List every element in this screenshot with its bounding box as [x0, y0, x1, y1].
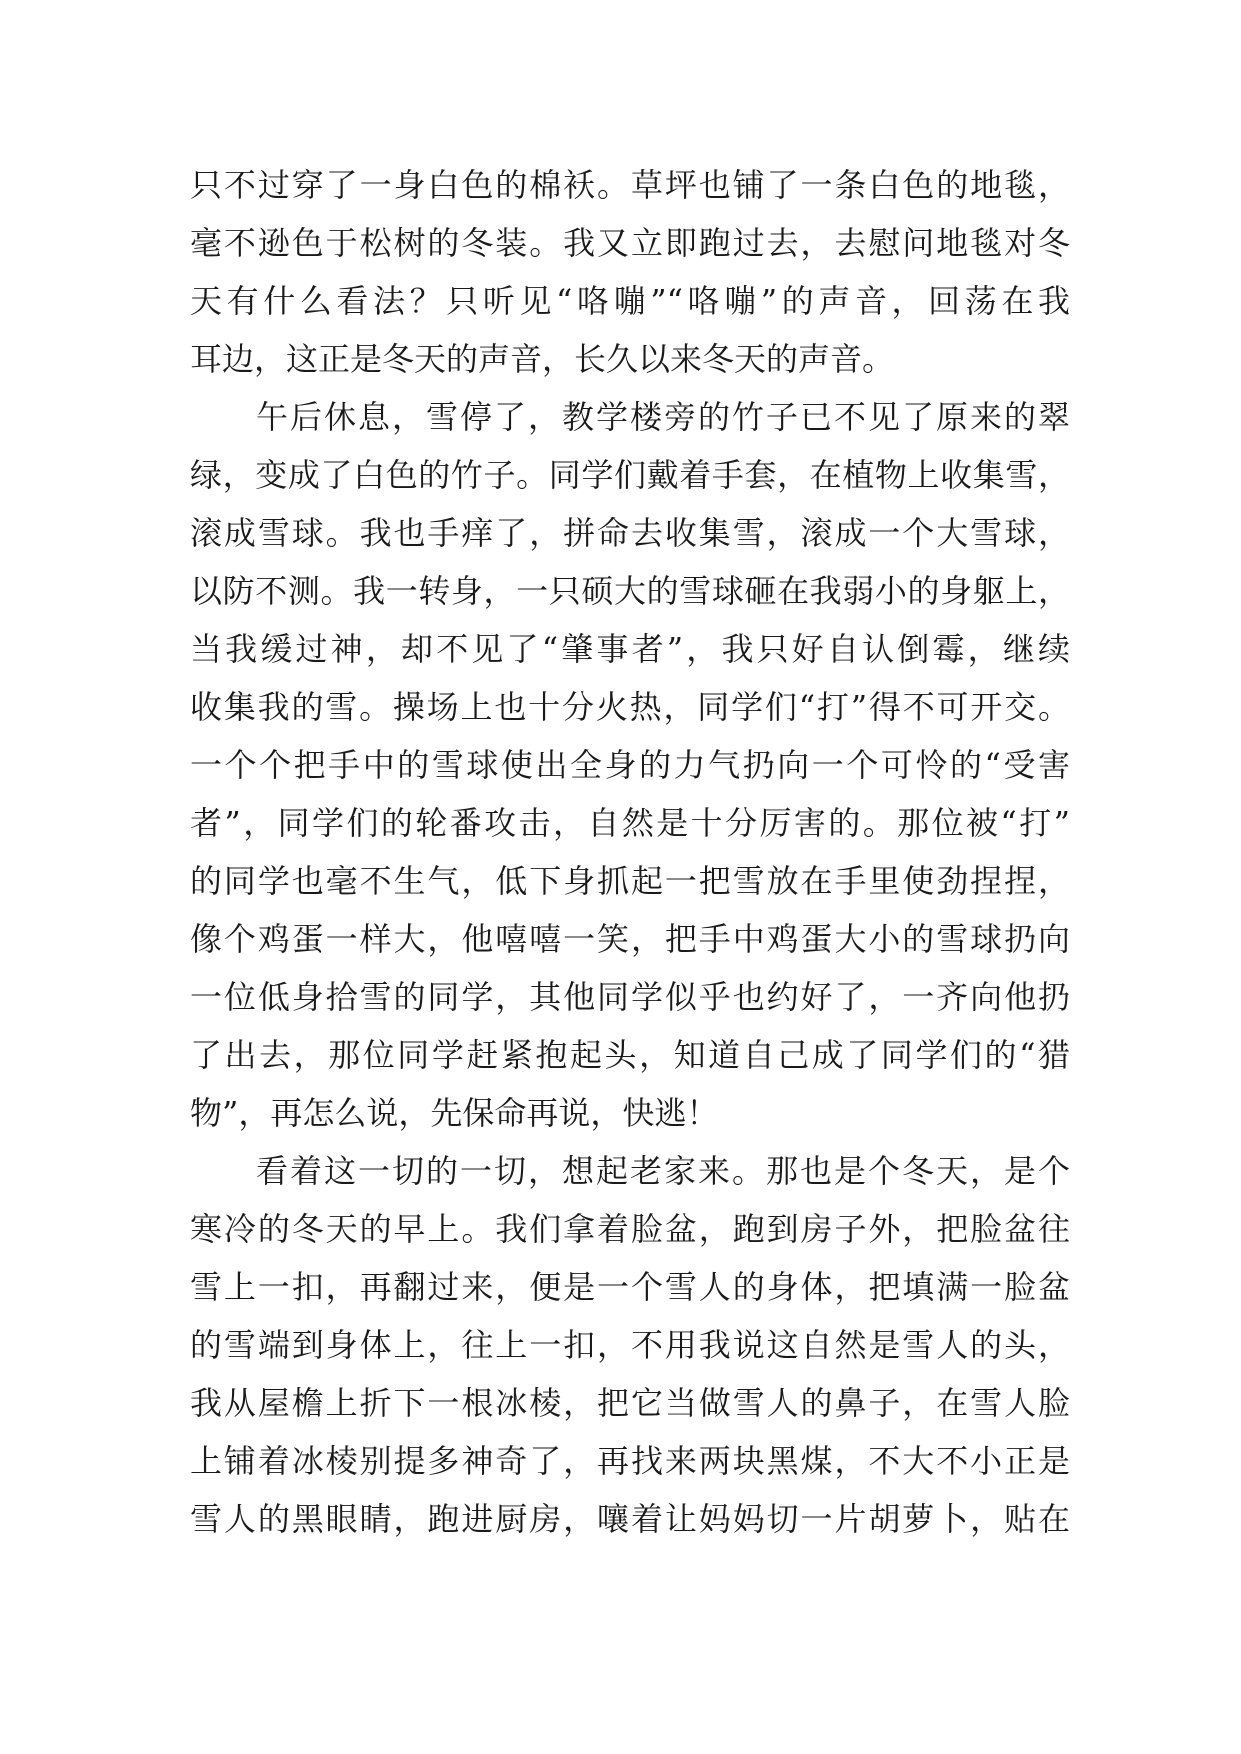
text-line: 像个鸡蛋一样大，他嘻嘻一笑，把手中鸡蛋大小的雪球扔向: [190, 920, 1070, 958]
paragraph: [190, 1142, 1070, 1548]
text-line: 耳边，这正是冬天的声音，长久以来冬天的声音。: [190, 340, 895, 378]
text-line: 雪上一扣，再翻过来，便是一个雪人的身体，把填满一脸盆: [190, 1268, 1070, 1306]
text-line: 上铺着冰棱别提多神奇了，再找来两块黑煤，不大不小正是: [190, 1442, 1070, 1480]
text-line: 以防不测。我一转身，一只硕大的雪球砸在我弱小的身躯上，: [190, 572, 1070, 610]
text-line: 绿，变成了白色的竹子。同学们戴着手套，在植物上收集雪，: [190, 456, 1070, 494]
text-line: 天有什么看法？只听见“咯嘣”“咯嘣”的声音，回荡在我: [190, 282, 1070, 320]
text-line: 寒冷的冬天的早上。我们拿着脸盆，跑到房子外，把脸盆往: [190, 1210, 1070, 1248]
text-line: 滚成雪球。我也手痒了，拼命去收集雪，滚成一个大雪球，: [190, 514, 1070, 552]
paragraph: [190, 388, 1070, 1142]
text-line: 的雪端到身体上，往上一扣，不用我说这自然是雪人的头，: [190, 1326, 1070, 1364]
text-line: 我从屋檐上折下一根冰棱，把它当做雪人的鼻子，在雪人脸: [190, 1384, 1070, 1422]
text-line: 毫不逊色于松树的冬装。我又立即跑过去，去慰问地毯对冬: [190, 224, 1070, 262]
text-line: 者”，同学们的轮番攻击，自然是十分厉害的。那位被“打”: [190, 804, 1070, 842]
paragraph: [190, 156, 1070, 388]
text-line: 了出去，那位同学赶紧抱起头，知道自己成了同学们的“猎: [190, 1036, 1070, 1074]
text-line: 雪人的黑眼睛，跑进厨房，嚷着让妈妈切一片胡萝卜，贴在: [190, 1500, 1070, 1538]
text-line: 看着这一切的一切，想起老家来。那也是个冬天，是个: [256, 1152, 1070, 1190]
text-line: 物”，再怎么说，先保命再说，快逃！: [190, 1094, 719, 1132]
text-line: 午后休息，雪停了，教学楼旁的竹子已不见了原来的翠: [256, 398, 1070, 436]
body-text: [190, 156, 1070, 1548]
text-line: 一个个把手中的雪球使出全身的力气扔向一个可怜的“受害: [190, 746, 1070, 784]
text-line: 的同学也毫不生气，低下身抓起一把雪放在手里使劲捏捏，: [190, 862, 1070, 900]
text-line: 一位低身拾雪的同学，其他同学似乎也约好了，一齐向他扔: [190, 978, 1070, 1016]
text-line: 当我缓过神，却不见了“肇事者”，我只好自认倒霉，继续: [190, 630, 1070, 668]
text-line: 只不过穿了一身白色的棉袄。草坪也铺了一条白色的地毯，: [190, 166, 1070, 204]
text-line: 收集我的雪。操场上也十分火热，同学们“打”得不可开交。: [190, 688, 1070, 726]
